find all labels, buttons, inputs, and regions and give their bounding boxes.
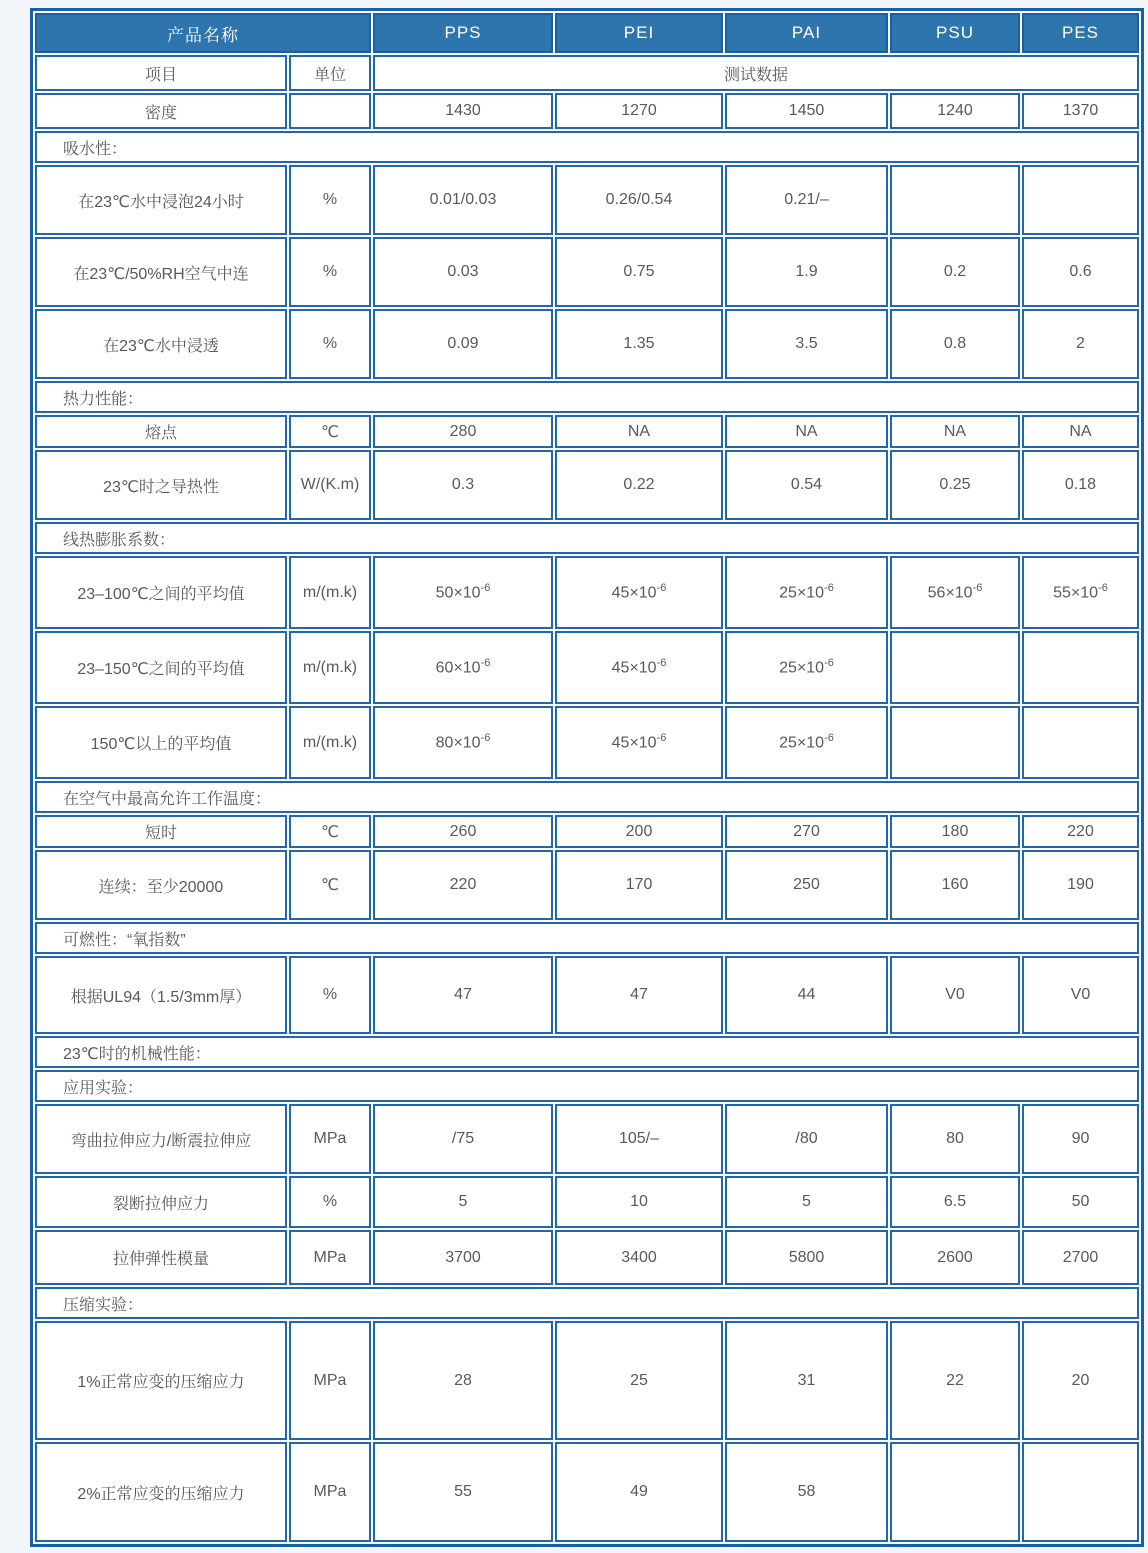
section-label: 应用实验： (35, 1070, 1139, 1102)
value-cell: 1430 (373, 93, 553, 129)
row-label: 150℃以上的平均值 (35, 706, 287, 779)
value-cell: /75 (373, 1104, 553, 1174)
value-cell: 0.8 (890, 309, 1020, 379)
value-cell: 0.09 (373, 309, 553, 379)
row-continuous (35, 850, 1139, 920)
row-label: 熔点 (35, 415, 287, 448)
row-label: 密度 (35, 93, 287, 129)
section-thermal (35, 381, 1139, 413)
unit-cell (289, 93, 371, 129)
section-label: 热力性能： (35, 381, 1139, 413)
value-cell: 3700 (373, 1230, 553, 1285)
value-cell: 44 (725, 956, 888, 1034)
row-label: 1%正常应变的压缩应力 (35, 1321, 287, 1440)
value-cell: NA (890, 415, 1020, 448)
value-cell: 58 (725, 1442, 888, 1542)
row-shortTime (35, 815, 1139, 848)
value-cell: $25\times 10^{-6}$ (725, 631, 888, 704)
value-cell (1022, 706, 1139, 779)
value-cell: 190 (1022, 850, 1139, 920)
value-cell: 1270 (555, 93, 723, 129)
value-cell: 22 (890, 1321, 1020, 1440)
unit-cell: MPa (289, 1230, 371, 1285)
row-density (35, 93, 1139, 129)
value-cell: 160 (890, 850, 1020, 920)
value-cell: $56\times 10^{-6}$ (890, 556, 1020, 629)
value-cell (1022, 631, 1139, 704)
subheader-row (35, 55, 1139, 91)
section-label: 吸水性： (35, 131, 1139, 163)
row-label: 在23℃水中浸透 (35, 309, 287, 379)
row-waterRH (35, 237, 1139, 307)
row-bending (35, 1104, 1139, 1174)
value-cell (890, 165, 1020, 235)
row-label: 裂断拉伸应力 (35, 1176, 287, 1228)
value-cell: 0.03 (373, 237, 553, 307)
value-cell: 105/– (555, 1104, 723, 1174)
value-cell: 0.25 (890, 450, 1020, 520)
row-label: 23℃时之导热性 (35, 450, 287, 520)
value-cell: 0.6 (1022, 237, 1139, 307)
material-properties-table (30, 8, 1144, 1547)
value-cell: 2600 (890, 1230, 1020, 1285)
value-cell: 0.01/0.03 (373, 165, 553, 235)
value-cell: 55 (373, 1442, 553, 1542)
row-exp150plus (35, 706, 1139, 779)
unit-cell: MPa (289, 1442, 371, 1542)
row-label: 在23℃/50%RH空气中连 (35, 237, 287, 307)
value-cell: 0.22 (555, 450, 723, 520)
value-cell (890, 1442, 1020, 1542)
section-label: 线热膨胀系数： (35, 522, 1139, 554)
row-water24 (35, 165, 1139, 235)
value-cell: 50 (1022, 1176, 1139, 1228)
value-cell: /80 (725, 1104, 888, 1174)
row-exp100 (35, 556, 1139, 629)
row-ul94 (35, 956, 1139, 1034)
value-cell (890, 706, 1020, 779)
value-cell: 10 (555, 1176, 723, 1228)
value-cell: V0 (1022, 956, 1139, 1034)
value-cell: 20 (1022, 1321, 1139, 1440)
value-cell: 280 (373, 415, 553, 448)
value-cell: 1240 (890, 93, 1020, 129)
section-applied (35, 1070, 1139, 1102)
value-cell: NA (725, 415, 888, 448)
value-cell: 220 (1022, 815, 1139, 848)
row-exp150 (35, 631, 1139, 704)
row-waterSoak (35, 309, 1139, 379)
unit-cell: % (289, 309, 371, 379)
value-cell: $80\times 10^{-6}$ (373, 706, 553, 779)
row-label: 在23℃水中浸泡24小时 (35, 165, 287, 235)
col-header-pps: PPS (373, 13, 553, 53)
value-cell: 5 (373, 1176, 553, 1228)
value-cell: 3.5 (725, 309, 888, 379)
value-cell: 2 (1022, 309, 1139, 379)
value-cell: 220 (373, 850, 553, 920)
item-header: 项目 (35, 55, 287, 91)
unit-cell: MPa (289, 1104, 371, 1174)
row-label: 2%正常应变的压缩应力 (35, 1442, 287, 1542)
value-cell: NA (555, 415, 723, 448)
value-cell: 28 (373, 1321, 553, 1440)
row-label: 根据UL94（1.5/3mm厚） (35, 956, 287, 1034)
value-cell: 25 (555, 1321, 723, 1440)
row-label: 23–150℃之间的平均值 (35, 631, 287, 704)
value-cell: 1370 (1022, 93, 1139, 129)
section-max-temp (35, 781, 1139, 813)
value-cell: 1.35 (555, 309, 723, 379)
value-cell: $45\times 10^{-6}$ (555, 706, 723, 779)
value-cell: $45\times 10^{-6}$ (555, 631, 723, 704)
value-cell (890, 631, 1020, 704)
unit-cell: % (289, 1176, 371, 1228)
unit-cell: m/(m.k) (289, 556, 371, 629)
value-cell: 0.26/0.54 (555, 165, 723, 235)
value-cell: 0.75 (555, 237, 723, 307)
col-header-pes: PES (1022, 13, 1139, 53)
value-cell: $50\times 10^{-6}$ (373, 556, 553, 629)
row-breakTensile (35, 1176, 1139, 1228)
value-cell: $55\times 10^{-6}$ (1022, 556, 1139, 629)
value-cell: 260 (373, 815, 553, 848)
value-cell: V0 (890, 956, 1020, 1034)
value-cell: 0.21/– (725, 165, 888, 235)
unit-cell: ℃ (289, 415, 371, 448)
section-compression (35, 1287, 1139, 1319)
value-cell: NA (1022, 415, 1139, 448)
row-conductivity (35, 450, 1139, 520)
col-header-pai: PAI (725, 13, 888, 53)
value-cell: 270 (725, 815, 888, 848)
value-cell: 200 (555, 815, 723, 848)
row-label: 23–100℃之间的平均值 (35, 556, 287, 629)
value-cell: 180 (890, 815, 1020, 848)
unit-cell: MPa (289, 1321, 371, 1440)
value-cell: 1450 (725, 93, 888, 129)
col-header-psu: PSU (890, 13, 1020, 53)
section-label: 可燃性：“氧指数” (35, 922, 1139, 954)
value-cell: 3400 (555, 1230, 723, 1285)
value-cell: 0.2 (890, 237, 1020, 307)
value-cell: 5800 (725, 1230, 888, 1285)
value-cell: 5 (725, 1176, 888, 1228)
header-row (35, 13, 1139, 53)
test-data-header: 测试数据 (373, 55, 1139, 91)
value-cell: 47 (373, 956, 553, 1034)
row-label: 拉伸弹性模量 (35, 1230, 287, 1285)
row-label: 弯曲拉伸应力/断震拉伸应 (35, 1104, 287, 1174)
unit-cell: W/(K.m) (289, 450, 371, 520)
section-label: 在空气中最高允许工作温度： (35, 781, 1139, 813)
unit-cell: % (289, 165, 371, 235)
row-label: 短时 (35, 815, 287, 848)
row-comp2 (35, 1442, 1139, 1542)
col-header-pei: PEI (555, 13, 723, 53)
section-expansion (35, 522, 1139, 554)
section-label: 23℃时的机械性能： (35, 1036, 1139, 1068)
unit-cell: m/(m.k) (289, 631, 371, 704)
value-cell: 0.54 (725, 450, 888, 520)
value-cell: 0.18 (1022, 450, 1139, 520)
unit-cell: ℃ (289, 815, 371, 848)
unit-cell: ℃ (289, 850, 371, 920)
value-cell (1022, 1442, 1139, 1542)
product-name-header: 产品名称 (35, 13, 371, 53)
value-cell: 1.9 (725, 237, 888, 307)
section-flammability (35, 922, 1139, 954)
value-cell: $45\times 10^{-6}$ (555, 556, 723, 629)
row-melting (35, 415, 1139, 448)
value-cell: 6.5 (890, 1176, 1020, 1228)
unit-cell: % (289, 956, 371, 1034)
row-comp1 (35, 1321, 1139, 1440)
value-cell: $25\times 10^{-6}$ (725, 556, 888, 629)
value-cell: 80 (890, 1104, 1020, 1174)
value-cell: $60\times 10^{-6}$ (373, 631, 553, 704)
value-cell: 90 (1022, 1104, 1139, 1174)
unit-cell: % (289, 237, 371, 307)
value-cell (1022, 165, 1139, 235)
value-cell: $25\times 10^{-6}$ (725, 706, 888, 779)
unit-header: 单位 (289, 55, 371, 91)
row-modulus (35, 1230, 1139, 1285)
row-label: 连续：至少20000 (35, 850, 287, 920)
value-cell: 2700 (1022, 1230, 1139, 1285)
value-cell: 47 (555, 956, 723, 1034)
unit-cell: m/(m.k) (289, 706, 371, 779)
value-cell: 0.3 (373, 450, 553, 520)
value-cell: 31 (725, 1321, 888, 1440)
value-cell: 170 (555, 850, 723, 920)
section-mechanical (35, 1036, 1139, 1068)
value-cell: 250 (725, 850, 888, 920)
section-label: 压缩实验： (35, 1287, 1139, 1319)
value-cell: 49 (555, 1442, 723, 1542)
section-water (35, 131, 1139, 163)
